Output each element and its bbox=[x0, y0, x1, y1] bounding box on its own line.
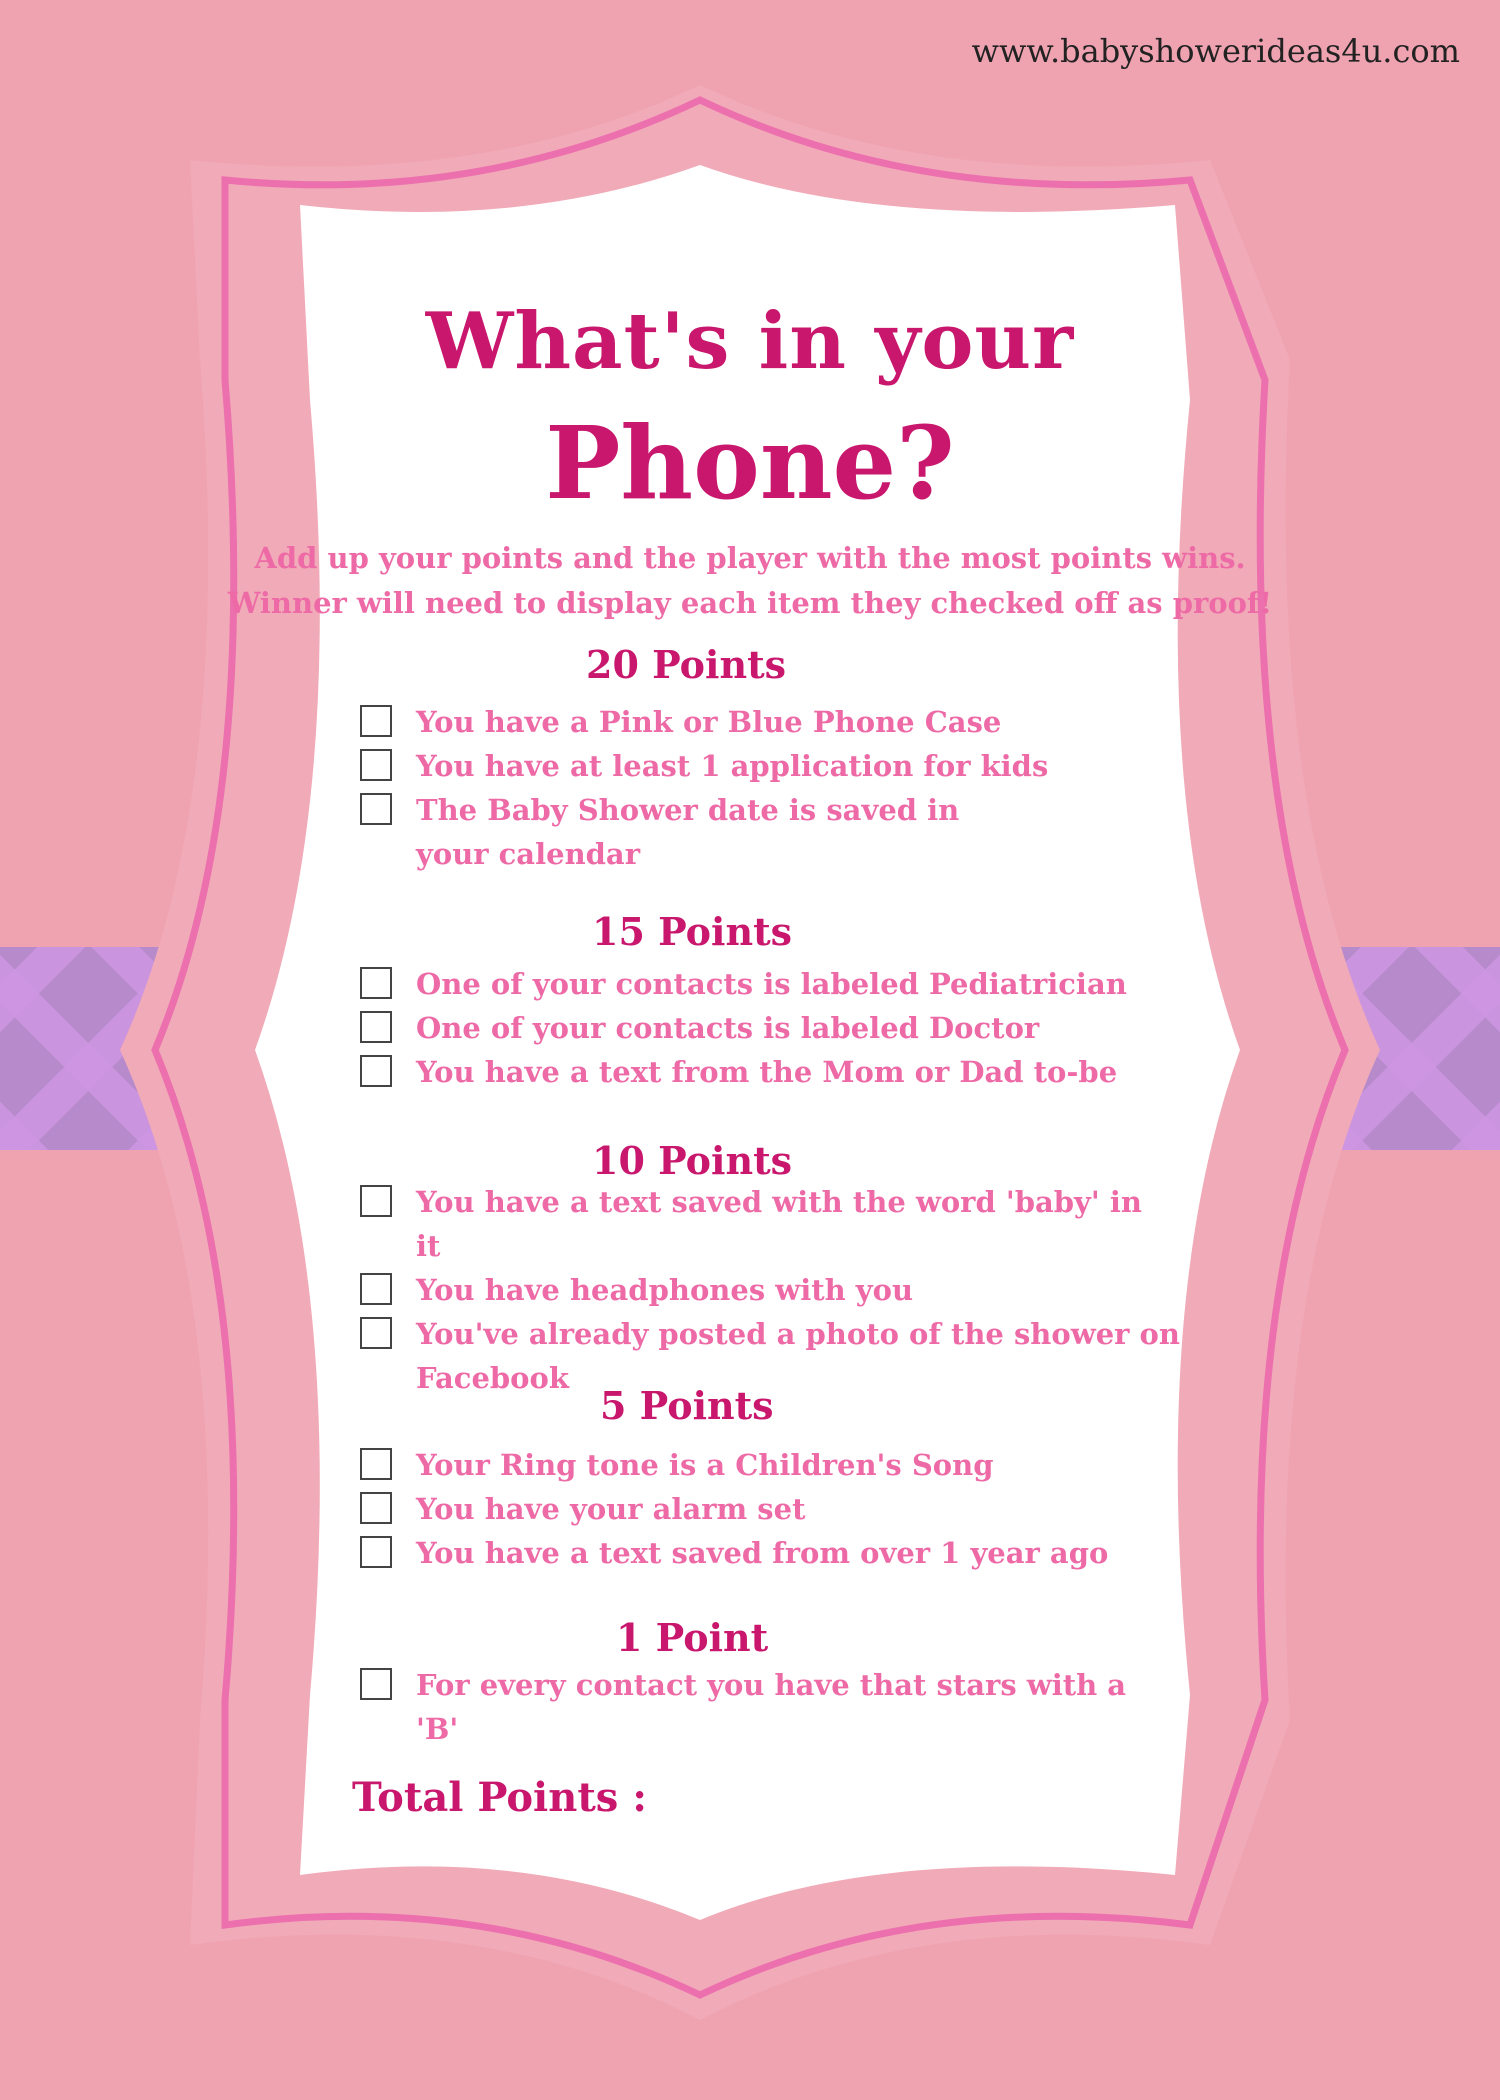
item-label: You have a Pink or Blue Phone Case bbox=[416, 705, 1002, 739]
checkbox[interactable] bbox=[360, 1273, 392, 1305]
item-label: You have your alarm set bbox=[416, 1492, 806, 1526]
intro-line-1: Add up your points and the player with the most points wins. bbox=[254, 541, 1246, 575]
checkbox[interactable] bbox=[360, 1185, 392, 1217]
section-heading: 1 Point bbox=[616, 1615, 769, 1660]
checkbox[interactable] bbox=[360, 1448, 392, 1480]
checkbox[interactable] bbox=[360, 967, 392, 999]
checkbox[interactable] bbox=[360, 793, 392, 825]
checkbox[interactable] bbox=[360, 1317, 392, 1349]
checkbox[interactable] bbox=[360, 1055, 392, 1087]
checkbox[interactable] bbox=[360, 1668, 392, 1700]
checklist-item bbox=[360, 1050, 1160, 1094]
item-label: You have a text saved with the word 'baby' in it bbox=[416, 1185, 1142, 1263]
checkbox[interactable] bbox=[360, 749, 392, 781]
section-heading: 15 Points bbox=[592, 909, 793, 954]
item-label: You have at least 1 application for kids bbox=[416, 749, 1049, 783]
checkbox[interactable] bbox=[360, 1492, 392, 1524]
checklist-item bbox=[360, 1180, 1160, 1268]
checklist-item bbox=[360, 1443, 1160, 1487]
website-url: www.babyshowerideas4u.com bbox=[971, 32, 1460, 70]
item-label: The Baby Shower date is saved in your calendar bbox=[416, 793, 960, 871]
intro-line-2: Winner will need to display each item they checked off as proof! bbox=[227, 586, 1273, 620]
checklist-item bbox=[360, 788, 976, 876]
title-line-2: Phone? bbox=[545, 404, 955, 522]
checklist-item bbox=[360, 962, 1160, 1006]
title-line-1: What's in your bbox=[425, 296, 1075, 387]
checkbox[interactable] bbox=[360, 705, 392, 737]
checklist-item bbox=[360, 1663, 1160, 1751]
item-label: One of your contacts is labeled Pediatrician bbox=[416, 967, 1127, 1001]
section-heading: 10 Points bbox=[592, 1138, 793, 1183]
item-label: You have a text from the Mom or Dad to-be bbox=[416, 1055, 1118, 1089]
checkbox[interactable] bbox=[360, 1536, 392, 1568]
item-label: For every contact you have that stars with a 'B' bbox=[416, 1668, 1127, 1746]
item-label: You have headphones with you bbox=[416, 1273, 914, 1307]
item-label: One of your contacts is labeled Doctor bbox=[416, 1011, 1040, 1045]
checklist-item bbox=[360, 700, 1160, 744]
checklist-item bbox=[360, 1006, 1160, 1050]
checklist-item bbox=[360, 744, 1160, 788]
checklist-item bbox=[360, 1268, 1160, 1312]
section-heading: 20 Points bbox=[586, 642, 787, 687]
checklist-item bbox=[360, 1487, 1160, 1531]
item-label: You have a text saved from over 1 year ago bbox=[416, 1536, 1109, 1570]
total-points-label: Total Points : bbox=[352, 1774, 648, 1821]
item-label: Your Ring tone is a Children's Song bbox=[416, 1448, 994, 1482]
checkbox[interactable] bbox=[360, 1011, 392, 1043]
checklist-item bbox=[360, 1531, 1160, 1575]
item-label: You've already posted a photo of the shower on Facebook bbox=[416, 1317, 1180, 1395]
section-heading: 5 Points bbox=[600, 1383, 774, 1428]
